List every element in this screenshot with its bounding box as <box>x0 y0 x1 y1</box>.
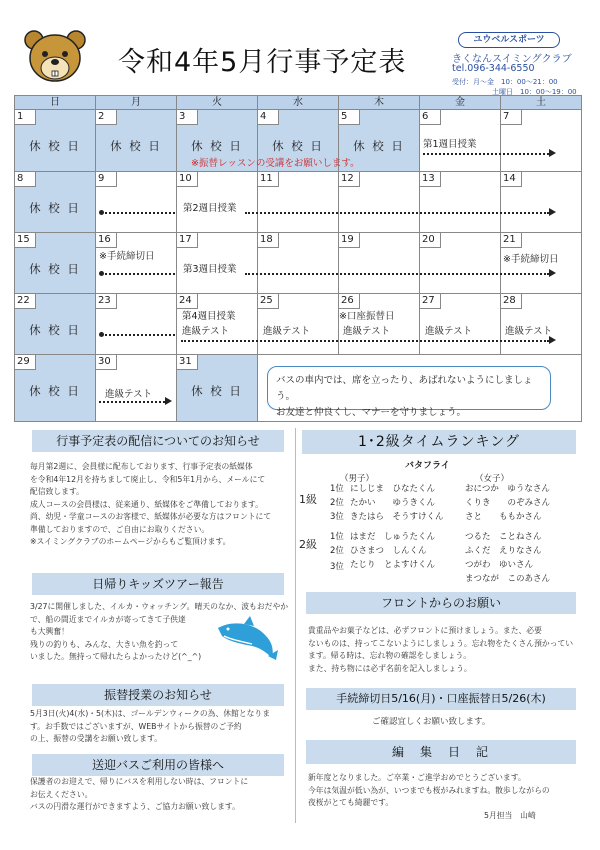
schedule-arrow-line <box>181 340 549 342</box>
test-label-28: 進級テスト <box>505 326 553 337</box>
holiday-label: 休 校 日 <box>29 201 81 215</box>
editor-signature: 5月担当 山崎 <box>484 811 536 820</box>
schedule-arrow-line <box>99 401 165 403</box>
day-number: 10 <box>177 172 198 187</box>
bus-manners-box <box>267 366 551 418</box>
week4-class-label: 第4週目授業 <box>182 311 236 322</box>
day-number: 27 <box>420 294 441 309</box>
kids-tour-heading: 日帰りキッズツアー報告 <box>32 573 284 595</box>
day-cell-2 <box>96 110 177 172</box>
schedule-arrow-line <box>423 153 549 155</box>
club-tel: tel.096-344-6550 <box>452 63 535 74</box>
l2-girl-2: ふくだ えりなさん <box>465 546 542 556</box>
schedule-arrow-line <box>245 273 549 275</box>
ranking-heading: 1･2級タイムランキング <box>302 430 576 454</box>
bus-users-text: 保護者のお迎えで、帰りにバスを利用しない時は、フロントに お伝えください。 バスの円滑な運行ができますよう、ご協力お願い致します。 <box>30 777 249 811</box>
day-cell-12 <box>339 172 420 233</box>
day-number: 29 <box>15 355 36 370</box>
day-number: 19 <box>339 233 360 248</box>
week1-class-label: 第1週目授業 <box>423 139 477 150</box>
level1-label: 1級 <box>299 493 317 506</box>
kids-tour-text: 3/27に開催しました、イルカ・ウォッチング。晴天のなか、波もおだやか で、船の間近までイルカが寄ってきて子供達 も大興奮！ 残りの釣りも、みんな、大きい魚を釣って いました。無持って帰れたらよかったけど(^_^) <box>30 602 289 661</box>
day-number: 17 <box>177 233 198 248</box>
schedule-start-dot <box>99 271 104 276</box>
day-cell-14 <box>501 172 581 233</box>
hours-saturday: 土曜日 10：00〜19：00 <box>492 88 577 96</box>
l2-girl-1: つるた ことねさん <box>465 532 542 542</box>
test-label-27: 進級テスト <box>425 326 473 337</box>
calendar <box>14 95 582 422</box>
day-number: 6 <box>420 110 441 125</box>
schedule-arrow-line <box>245 212 549 214</box>
l1-girl-2: くりき のぞみさん <box>465 498 551 508</box>
weekday-sat: 土 <box>501 96 581 110</box>
holiday-label: 休 校 日 <box>110 139 162 153</box>
deadline-note: ※手続締切日 <box>99 251 155 262</box>
girls-label: （女子） <box>475 474 510 484</box>
day-number: 1 <box>15 110 36 125</box>
l1-boy-3: きたはら そうすけくん <box>350 512 444 522</box>
boys-label: （男子） <box>340 474 375 484</box>
test-label-25: 進級テスト <box>263 326 311 337</box>
editor-diary-heading: 編 集 日 記 <box>306 740 576 764</box>
rank-3-label: 3位 <box>330 562 344 572</box>
furikae-text: 5月3日(火)4(水)・5(木)は、ゴールデンウィークの為、休館となりま す。お手数ではございますが、WEBサイトから振替のご予約 の上、振替の受講をお願い致します。 <box>30 709 271 743</box>
brand-badge: ユウベルスポーツ <box>458 32 560 48</box>
holiday-label: 休 校 日 <box>191 139 243 153</box>
schedule-arrow-line <box>105 212 175 214</box>
day-cell-13 <box>420 172 501 233</box>
holiday-label: 休 校 日 <box>191 384 243 398</box>
furikae-heading: 振替授業のお知らせ <box>32 684 284 706</box>
week2-class-label: 第2週目授業 <box>183 203 237 214</box>
l1-girl-1: おにつか ゆうなさん <box>465 484 550 494</box>
day-number: 2 <box>96 110 117 125</box>
week3-class-label: 第3週目授業 <box>183 264 237 275</box>
club-hours <box>452 77 577 97</box>
bus-users-heading: 送迎バスご利用の皆様へ <box>32 754 284 776</box>
l2-boy-3: たじり とよすけくん <box>350 560 436 570</box>
day-number: 7 <box>501 110 522 125</box>
l2-boy-1: はまだ しゅうたくん <box>350 532 436 542</box>
day-cell-15 <box>15 233 96 294</box>
furikae-note: ※振替レッスンの受講をお願いします。 <box>191 158 360 169</box>
l2-boy-2: ひさまつ しんくん <box>350 546 427 556</box>
rank-1-label: 1位 <box>330 484 344 494</box>
test-label-24: 進級テスト <box>182 326 230 337</box>
day-cell-18 <box>258 233 339 294</box>
arrow-head-icon <box>165 397 172 405</box>
day-number: 22 <box>15 294 36 309</box>
day-cell-23 <box>96 294 177 355</box>
day-cell-8 <box>15 172 96 233</box>
deadline-note-sat: ※手続締切日 <box>503 254 559 265</box>
day-cell-11 <box>258 172 339 233</box>
arrow-head-icon <box>549 149 556 157</box>
holiday-label: 休 校 日 <box>353 139 405 153</box>
day-cell-22 <box>15 294 96 355</box>
schedule-arrow-line <box>105 273 175 275</box>
l2-girl-3: つがわ ゆいさん <box>465 560 534 570</box>
schedule-arrow-line <box>105 334 175 336</box>
arrow-head-icon <box>549 208 556 216</box>
mascot-illustration <box>24 28 86 84</box>
weekday-fri: 金 <box>420 96 501 110</box>
deadline-text: ご確認宜しくお願い致します。 <box>372 717 491 727</box>
front-request-heading: フロントからのお願い <box>306 592 576 614</box>
day-number: 30 <box>96 355 117 370</box>
page-title: 令和4年5月行事予定表 <box>118 47 407 78</box>
delivery-notice-heading: 行事予定表の配信についてのお知らせ <box>32 430 284 452</box>
test-label-26: 進級テスト <box>343 326 391 337</box>
schedule-start-dot <box>99 332 104 337</box>
day-number: 24 <box>177 294 198 309</box>
day-number: 11 <box>258 172 279 187</box>
column-divider <box>295 428 296 823</box>
l1-boy-1: にしじま ひなたくん <box>350 484 436 494</box>
schedule-start-dot <box>99 210 104 215</box>
arrow-head-icon <box>549 269 556 277</box>
day-number: 16 <box>96 233 117 248</box>
weekday-thu: 木 <box>339 96 420 110</box>
day-number: 21 <box>501 233 522 248</box>
day-cell-9 <box>96 172 177 233</box>
day-number: 14 <box>501 172 522 187</box>
editor-diary-text: 新年度となりました。ご卒業・ご進学おめでとうございます。 今年は気温が低い為が、いつまでも桜がみれますね。散歩しながらの 夜桜がとても綺麗です。 <box>308 773 550 807</box>
club-name: きくなんスイミングクラブ <box>452 54 572 65</box>
arrow-head-icon <box>549 336 556 344</box>
day-number: 25 <box>258 294 279 309</box>
holiday-label: 休 校 日 <box>29 262 81 276</box>
day-cell-16 <box>96 233 177 294</box>
day-number: 12 <box>339 172 360 187</box>
l1-girl-3: さと ももかさん <box>465 512 542 522</box>
holiday-label: 休 校 日 <box>29 384 81 398</box>
l1-boy-2: たかい ゆうきくん <box>350 498 436 508</box>
day-number: 20 <box>420 233 441 248</box>
test-label-30: 進級テスト <box>105 389 153 400</box>
day-number: 15 <box>15 233 36 248</box>
weekday-tue: 火 <box>177 96 258 110</box>
holiday-label: 休 校 日 <box>29 323 81 337</box>
day-number: 23 <box>96 294 117 309</box>
rank-1-label: 1位 <box>330 532 344 542</box>
rank-2-label: 2位 <box>330 546 344 556</box>
bus-manners-line2: お友達と仲良くし、マナーを守りましょう。 <box>276 407 467 418</box>
day-number: 18 <box>258 233 279 248</box>
day-number: 9 <box>96 172 117 187</box>
holiday-label: 休 校 日 <box>29 139 81 153</box>
level2-label: 2級 <box>299 538 317 551</box>
weekday-mon: 月 <box>96 96 177 110</box>
day-number: 8 <box>15 172 36 187</box>
dolphin-illustration <box>214 614 280 662</box>
delivery-notice-text: 毎月第2週に、会員様に配布しております、行事予定表の紙媒体 を令和4年12月を持ちまして廃止し、令和5年1月から、メールにて 配信致します。 成人コースの会員様は、従来通り、紙媒体をご準備しております。 尚、幼児・学童コースのお客様で、紙媒体が必要な方はフロントにて 準備しておりますので、ご自由にお取りください。 ※スイミングクラブのホームページからもご覧頂けます。 <box>30 462 272 546</box>
day-cell-29 <box>15 355 96 421</box>
day-cell-31 <box>177 355 258 421</box>
day-number: 28 <box>501 294 522 309</box>
deadline-heading: 手続締切日5/16(月)・口座振替日5/26(木) <box>306 688 576 710</box>
day-cell-19 <box>339 233 420 294</box>
day-number: 3 <box>177 110 198 125</box>
l2-girl-4: まつなが このあさん <box>465 574 551 584</box>
front-request-text: 貴重品やお菓子などは、必ずフロントに預けましょう。また、必要 ないものは、持ってこないようにしましょう。忘れ物をたくさん預かってい ます。帰る時は、忘れ物の確認をしましょう。 また、持ち物には必ず名前を記入しましょう。 <box>308 626 574 673</box>
weekday-sun: 日 <box>15 96 96 110</box>
rank-3-label: 3位 <box>330 512 344 522</box>
holiday-label: 休 校 日 <box>272 139 324 153</box>
day-number: 13 <box>420 172 441 187</box>
rank-2-label: 2位 <box>330 498 344 508</box>
day-number: 26 <box>339 294 360 309</box>
day-cell-1 <box>15 110 96 172</box>
ranking-subtitle: バタフライ <box>405 461 450 471</box>
day-number: 5 <box>339 110 360 125</box>
day-cell-20 <box>420 233 501 294</box>
bus-manners-line1: バスの車内では、席を立ったり、あばれないようにしましょう。 <box>276 375 533 402</box>
day-number: 31 <box>177 355 198 370</box>
weekday-wed: 水 <box>258 96 339 110</box>
koza-note: ※口座振替日 <box>339 311 395 322</box>
day-number: 4 <box>258 110 279 125</box>
day-cell-7 <box>501 110 581 172</box>
hours-weekday: 受付：月〜金 10：00〜21：00 <box>452 78 558 86</box>
